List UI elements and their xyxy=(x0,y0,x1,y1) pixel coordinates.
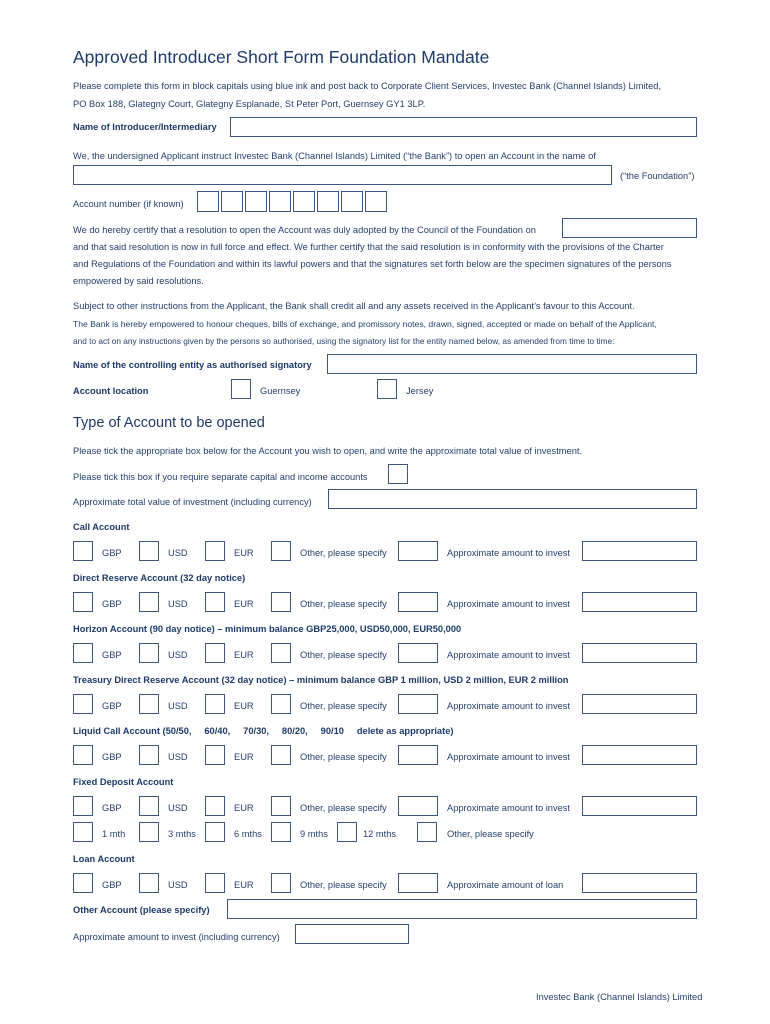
call-eur-checkbox[interactable] xyxy=(205,541,225,561)
direct-reserve-other-checkbox[interactable] xyxy=(271,592,291,612)
term-1-month-checkbox[interactable] xyxy=(73,822,93,842)
loan-usd-label: USD xyxy=(168,880,188,890)
guernsey-checkbox[interactable] xyxy=(231,379,251,399)
loan-account-title: Loan Account xyxy=(73,854,135,864)
loan-eur-label: EUR xyxy=(234,880,254,890)
fixed-deposit-title: Fixed Deposit Account xyxy=(73,777,174,787)
liquid-call-title: Liquid Call Account (50/50, 60/40, 70/30, 80/20, 90/10 delete as appropriate) xyxy=(73,726,454,736)
term-9-months-label: 9 mths xyxy=(300,829,328,839)
call-gbp-label: GBP xyxy=(102,548,122,558)
subject-text-line-3: and to act on any instructions given by the persons so authorised, using the signatory list for the entity named below, as amended from time to time: xyxy=(73,336,615,346)
loan-other-label: Other, please specify xyxy=(300,880,387,890)
fixed-other-checkbox[interactable] xyxy=(271,796,291,816)
call-usd-checkbox[interactable] xyxy=(139,541,159,561)
fixed-usd-label: USD xyxy=(168,803,188,813)
account-number-digit-6[interactable] xyxy=(317,191,339,212)
total-value-field[interactable] xyxy=(328,489,697,509)
treasury-eur-checkbox[interactable] xyxy=(205,694,225,714)
total-value-label: Approximate total value of investment (including currency) xyxy=(73,497,312,507)
page-title: Approved Introducer Short Form Foundation Mandate xyxy=(73,47,490,67)
treasury-amount-label: Approximate amount to invest xyxy=(447,701,570,711)
direct-reserve-gbp-label: GBP xyxy=(102,599,122,609)
call-amount-label: Approximate amount to invest xyxy=(447,548,570,558)
direct-reserve-other-field[interactable] xyxy=(398,592,438,612)
other-account-field[interactable] xyxy=(227,899,697,919)
liquid-other-field[interactable] xyxy=(398,745,438,765)
term-3-months-label: 3 mths xyxy=(168,829,196,839)
call-usd-label: USD xyxy=(168,548,188,558)
resolution-date-field[interactable] xyxy=(562,218,697,238)
term-other-checkbox[interactable] xyxy=(417,822,437,842)
horizon-eur-label: EUR xyxy=(234,650,254,660)
instruct-text: We, the undersigned Applicant instruct Investec Bank (Channel Islands) Limited (“the Bank”) to open an Account in the name of xyxy=(73,151,596,161)
liquid-eur-checkbox[interactable] xyxy=(205,745,225,765)
direct-reserve-amount-field[interactable] xyxy=(582,592,697,612)
term-12-months-checkbox[interactable] xyxy=(337,822,357,842)
account-number-digit-1[interactable] xyxy=(197,191,219,212)
loan-amount-field[interactable] xyxy=(582,873,697,893)
account-number-label: Account number (if known) xyxy=(73,199,184,209)
account-number-digit-4[interactable] xyxy=(269,191,291,212)
other-amount-label: Approximate amount to invest (including currency) xyxy=(73,932,280,942)
fixed-eur-label: EUR xyxy=(234,803,254,813)
liquid-amount-field[interactable] xyxy=(582,745,697,765)
direct-reserve-usd-checkbox[interactable] xyxy=(139,592,159,612)
term-other-label: Other, please specify xyxy=(447,829,534,839)
direct-reserve-usd-label: USD xyxy=(168,599,188,609)
fixed-gbp-checkbox[interactable] xyxy=(73,796,93,816)
fixed-amount-field[interactable] xyxy=(582,796,697,816)
separate-accounts-checkbox[interactable] xyxy=(388,464,408,484)
horizon-other-label: Other, please specify xyxy=(300,650,387,660)
term-6-months-label: 6 mths xyxy=(234,829,262,839)
direct-reserve-gbp-checkbox[interactable] xyxy=(73,592,93,612)
guernsey-label: Guernsey xyxy=(260,386,301,396)
subject-text-line-2: The Bank is hereby empowered to honour cheques, bills of exchange, and promissory notes, drawn, signed, accepted or made on behalf of the Applicant, xyxy=(73,319,657,329)
call-other-label: Other, please specify xyxy=(300,548,387,558)
call-other-field[interactable] xyxy=(398,541,438,561)
tick-instruction: Please tick the appropriate box below for the Account you wish to open, and write the approximate total value of investment. xyxy=(73,446,583,456)
intro-text-line-1: Please complete this form in block capitals using blue ink and post back to Corporate Client Services, Investec Bank (Channel Islands) Limited, xyxy=(73,81,662,91)
controlling-entity-label: Name of the controlling entity as authorised signatory xyxy=(73,360,312,370)
direct-reserve-amount-label: Approximate amount to invest xyxy=(447,599,570,609)
account-number-digit-8[interactable] xyxy=(365,191,387,212)
treasury-gbp-checkbox[interactable] xyxy=(73,694,93,714)
call-amount-field[interactable] xyxy=(582,541,697,561)
liquid-usd-checkbox[interactable] xyxy=(139,745,159,765)
horizon-usd-checkbox[interactable] xyxy=(139,643,159,663)
liquid-other-checkbox[interactable] xyxy=(271,745,291,765)
other-account-label: Other Account (please specify) xyxy=(73,905,210,915)
call-gbp-checkbox[interactable] xyxy=(73,541,93,561)
treasury-other-checkbox[interactable] xyxy=(271,694,291,714)
subject-text-line-1: Subject to other instructions from the Applicant, the Bank shall credit all and any assets received in the Applicant’s favour to this Account. xyxy=(73,301,635,311)
separate-accounts-label: Please tick this box if you require separate capital and income accounts xyxy=(73,472,368,482)
introducer-label: Name of Introducer/Intermediary xyxy=(73,122,217,132)
resolution-text-line-1: We do hereby certify that a resolution to open the Account was duly adopted by the Council of the Foundation on xyxy=(73,225,536,235)
direct-reserve-other-label: Other, please specify xyxy=(300,599,387,609)
fixed-other-field[interactable] xyxy=(398,796,438,816)
fixed-usd-checkbox[interactable] xyxy=(139,796,159,816)
foundation-suffix: (“the Foundation”) xyxy=(620,171,695,181)
resolution-text-line-4: empowered by said resolutions. xyxy=(73,276,204,286)
call-other-checkbox[interactable] xyxy=(271,541,291,561)
account-number-digit-7[interactable] xyxy=(341,191,363,212)
intro-text-line-2: PO Box 188, Glategny Court, Glategny Esplanade, St Peter Port, Guernsey GY1 3LP. xyxy=(73,99,426,109)
treasury-other-label: Other, please specify xyxy=(300,701,387,711)
treasury-usd-label: USD xyxy=(168,701,188,711)
account-number-digit-2[interactable] xyxy=(221,191,243,212)
call-account-title: Call Account xyxy=(73,522,130,532)
introducer-name-field[interactable] xyxy=(230,117,697,137)
liquid-gbp-label: GBP xyxy=(102,752,122,762)
treasury-gbp-label: GBP xyxy=(102,701,122,711)
term-1-month-label: 1 mth xyxy=(102,829,126,839)
horizon-gbp-checkbox[interactable] xyxy=(73,643,93,663)
term-12-months-label: 12 mths xyxy=(363,829,397,839)
loan-other-checkbox[interactable] xyxy=(271,873,291,893)
loan-gbp-label: GBP xyxy=(102,880,122,890)
account-location-label: Account location xyxy=(73,386,149,396)
jersey-label: Jersey xyxy=(406,386,434,396)
account-number-digit-3[interactable] xyxy=(245,191,267,212)
loan-usd-checkbox[interactable] xyxy=(139,873,159,893)
horizon-other-checkbox[interactable] xyxy=(271,643,291,663)
term-9-months-checkbox[interactable] xyxy=(271,822,291,842)
other-amount-field[interactable] xyxy=(295,924,409,944)
loan-other-field[interactable] xyxy=(398,873,438,893)
foundation-name-field[interactable] xyxy=(73,165,612,185)
liquid-gbp-checkbox[interactable] xyxy=(73,745,93,765)
horizon-gbp-label: GBP xyxy=(102,650,122,660)
liquid-eur-label: EUR xyxy=(234,752,254,762)
loan-eur-checkbox[interactable] xyxy=(205,873,225,893)
direct-reserve-eur-checkbox[interactable] xyxy=(205,592,225,612)
horizon-title: Horizon Account (90 day notice) – minimum balance GBP25,000, USD50,000, EUR50,000 xyxy=(73,624,462,634)
horizon-eur-checkbox[interactable] xyxy=(205,643,225,663)
fixed-other-label: Other, please specify xyxy=(300,803,387,813)
liquid-usd-label: USD xyxy=(168,752,188,762)
horizon-amount-field[interactable] xyxy=(582,643,697,663)
liquid-amount-label: Approximate amount to invest xyxy=(447,752,570,762)
horizon-other-field[interactable] xyxy=(398,643,438,663)
fixed-amount-label: Approximate amount to invest xyxy=(447,803,570,813)
direct-reserve-eur-label: EUR xyxy=(234,599,254,609)
loan-amount-label: Approximate amount of loan xyxy=(447,880,564,890)
resolution-text-line-2: and that said resolution is now in full force and effect. We further certify that the said resolution is in conformity with the provisions of the Charter xyxy=(73,242,664,252)
treasury-eur-label: EUR xyxy=(234,701,254,711)
resolution-text-line-3: and Regulations of the Foundation and within its lawful powers and that the signatures set forth below are the specimen signatures of the persons xyxy=(73,259,672,269)
horizon-usd-label: USD xyxy=(168,650,188,660)
direct-reserve-title: Direct Reserve Account (32 day notice) xyxy=(73,573,246,583)
fixed-eur-checkbox[interactable] xyxy=(205,796,225,816)
term-3-months-checkbox[interactable] xyxy=(139,822,159,842)
horizon-amount-label: Approximate amount to invest xyxy=(447,650,570,660)
treasury-usd-checkbox[interactable] xyxy=(139,694,159,714)
treasury-amount-field[interactable] xyxy=(582,694,697,714)
liquid-other-label: Other, please specify xyxy=(300,752,387,762)
treasury-title: Treasury Direct Reserve Account (32 day notice) – minimum balance GBP 1 million, USD 2 million, EUR 2 million xyxy=(73,675,569,685)
controlling-entity-field[interactable] xyxy=(327,354,697,374)
loan-gbp-checkbox[interactable] xyxy=(73,873,93,893)
fixed-gbp-label: GBP xyxy=(102,803,122,813)
section-title: Type of Account to be opened xyxy=(73,415,265,431)
footer-company: Investec Bank (Channel Islands) Limited xyxy=(536,992,703,1002)
treasury-other-field[interactable] xyxy=(398,694,438,714)
jersey-checkbox[interactable] xyxy=(377,379,397,399)
account-number-digit-5[interactable] xyxy=(293,191,315,212)
term-6-months-checkbox[interactable] xyxy=(205,822,225,842)
call-eur-label: EUR xyxy=(234,548,254,558)
